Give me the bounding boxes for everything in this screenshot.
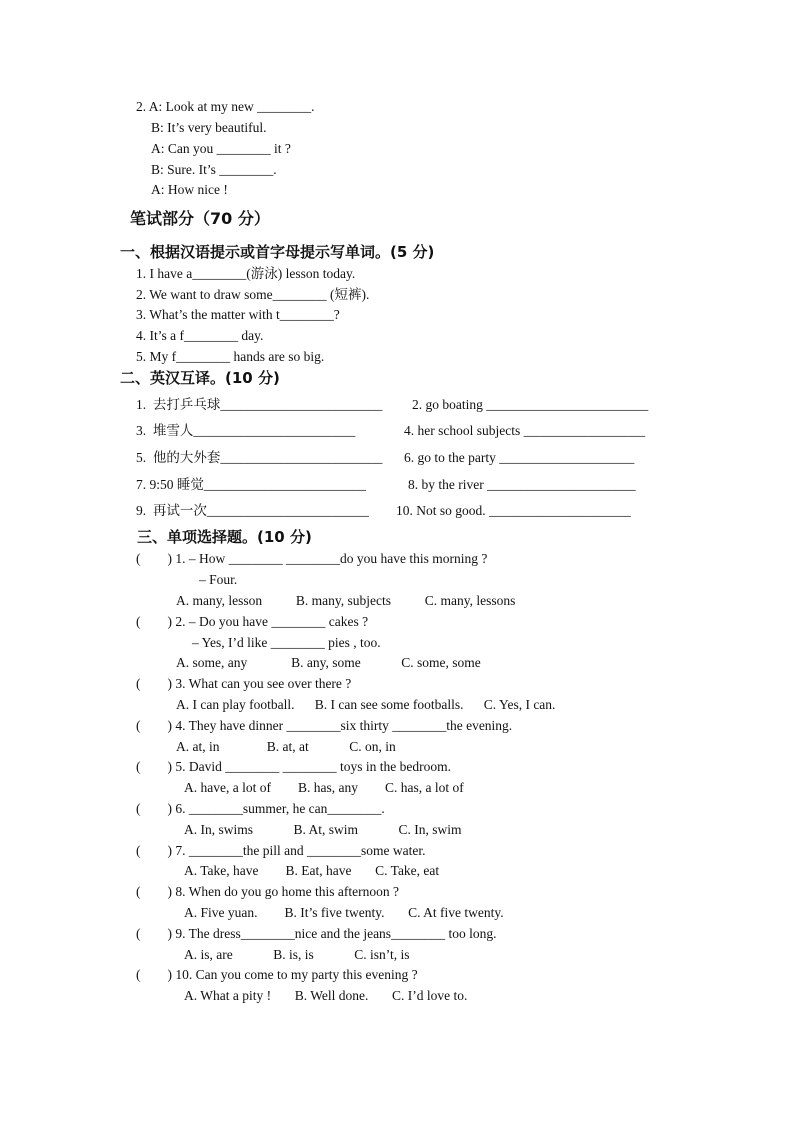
question-stem: ( ) 9. The dress________nice and the jeans________ too long. [136, 926, 497, 941]
section1-item: 5. My f________ hands are so big. [136, 349, 325, 364]
question-stem: ( ) 4. They have dinner ________six thirty ________the evening. [136, 718, 513, 733]
section1-item: 4. It’s a f________ day. [136, 328, 264, 343]
written-part-title: 笔试部分（70 分） [130, 209, 270, 228]
section1-title: 一、根据汉语提示或首字母提示写单词。(5 分) [120, 243, 435, 261]
question-reply: – Yes, I’d like ________ pies , too. [192, 635, 381, 650]
translation-item: 6. go to the party ____________________ [404, 450, 635, 465]
question-options: A. Take, have B. Eat, have C. Take, eat [184, 863, 440, 878]
dialogue-line: B: Sure. It’s ________. [151, 162, 277, 177]
dialogue-line: A: Can you ________ it ? [151, 141, 291, 156]
translation-item: 4. her school subjects __________________ [404, 423, 646, 438]
question-options: A. Five yuan. B. It’s five twenty. C. At five twenty. [184, 905, 504, 920]
question-options: A. is, are B. is, is C. isn’t, is [184, 947, 410, 962]
dialogue-line: B: It’s very beautiful. [151, 120, 267, 135]
translation-item: 7. 9:50 睡觉________________________ [136, 477, 366, 492]
question-stem: ( ) 6. ________summer, he can________. [136, 801, 385, 816]
question-stem: ( ) 7. ________the pill and ________some water. [136, 843, 426, 858]
question-stem: ( ) 8. When do you go home this afternoon ? [136, 884, 399, 899]
dialogue-line: 2. A: Look at my new ________. [136, 99, 315, 114]
question-options: A. In, swims B. At, swim C. In, swim [184, 822, 462, 837]
question-stem: ( ) 10. Can you come to my party this evening ? [136, 967, 418, 982]
question-stem: ( ) 5. David ________ ________ toys in the bedroom. [136, 759, 451, 774]
question-options: A. I can play football. B. I can see some footballs. C. Yes, I can. [176, 697, 556, 712]
section1-item: 2. We want to draw some________ (短裤). [136, 287, 370, 302]
question-stem: ( ) 3. What can you see over there ? [136, 676, 352, 691]
question-options: A. What a pity ! B. Well done. C. I’d love to. [184, 988, 468, 1003]
question-options: A. many, lesson B. many, subjects C. many, lessons [176, 593, 516, 608]
question-stem: ( ) 1. – How ________ ________do you have this morning ? [136, 551, 488, 566]
dialogue-line: A: How nice ! [151, 182, 228, 197]
translation-item: 1. 去打乒乓球________________________ [136, 397, 383, 412]
question-options: A. have, a lot of B. has, any C. has, a lot of [184, 780, 464, 795]
section1-item: 1. I have a________(游泳) lesson today. [136, 266, 356, 281]
question-stem: ( ) 2. – Do you have ________ cakes ? [136, 614, 369, 629]
section3-title: 三、单项选择题。(10 分) [137, 528, 312, 546]
translation-item: 8. by the river ______________________ [408, 477, 636, 492]
translation-item: 3. 堆雪人________________________ [136, 423, 356, 438]
question-options: A. at, in B. at, at C. on, in [176, 739, 396, 754]
section1-item: 3. What’s the matter with t________? [136, 307, 340, 322]
section2-title: 二、英汉互译。(10 分) [120, 369, 280, 387]
translation-item: 10. Not so good. _____________________ [396, 503, 631, 518]
translation-item: 5. 他的大外套________________________ [136, 450, 383, 465]
translation-item: 2. go boating ________________________ [412, 397, 649, 412]
translation-item: 9. 再试一次________________________ [136, 503, 369, 518]
question-reply: – Four. [199, 572, 238, 587]
question-options: A. some, any B. any, some C. some, some [176, 655, 481, 670]
